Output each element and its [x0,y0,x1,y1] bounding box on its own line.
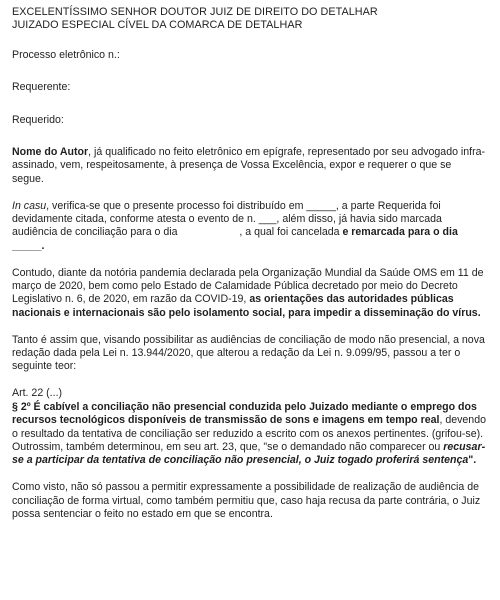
article-paragraph-bold: § 2º É cabível a conciliação não presencial conduzida pelo Juizado mediante o emprego dos recursos tecnológicos disponíveis de transmissão de sons e imagens em tempo real [12,400,477,427]
in-casu-paragraph [12,200,486,254]
pandemic-text: Contudo, diante da notória pandemia declarada pela Organização Mundial da Saúde OMS em 11 de março de 2020, bem como pelo Estado de Calamidade Pública decretado por meio do Decreto Legislativo n. 6, de 2020, em razão da COVID-19, [12,266,484,306]
article-23-end: ". [468,454,477,467]
intro-paragraph [12,146,486,186]
in-casu-date-gap: __________ [180,226,240,239]
in-casu-text-2: , a qual foi cancelada [239,226,343,239]
heading-line-1: EXCELENTÍSSIMO SENHOR DOUTOR JUIZ DE DIREITO DO DETALHAR [12,6,378,18]
article-quote [12,387,486,467]
article-23-quote [12,441,486,468]
field-requerente: Requerente: [12,81,71,94]
petition-heading [12,6,486,33]
field-requerido: Requerido: [12,113,64,126]
pandemic-bold: as orientações das autoridades públicas nacionais e internacionais são pelo isolamento social, para impedir a disseminação do vírus. [12,293,481,319]
law-paragraph: Tanto é assim que, visando possibilitar as audiências de conciliação de modo não presencial, a nova redação dada pela Lei n. 13.944/2020, que alterou a redação da Lei n. 9.099/95, passou a ter o seguinte teor: [12,333,485,373]
pandemic-paragraph [12,267,486,321]
article-paragraph-2 [12,401,486,441]
field-processo: Processo eletrônico n.: [12,48,120,61]
article-head: Art. 22 (...) [12,387,63,400]
article-23-text: Outrossim, também determinou, em seu art. 23, que, "se o demandado não comparecer ou [12,440,444,453]
in-casu-text-1: , verifica-se que o presente processo foi distribuído em _____, a parte Requerida foi devidamente citada, conforme atesta o evento de n. ___, além disso, já havia sido marcada audiência de conciliação para o dia [12,199,442,239]
conclusion-paragraph: Como visto, não só passou a permitir expressamente a possibilidade de realização de audiência de conciliação de forma virtual, como também permitiu que, caso haja recusa da parte contrária, o Juiz possa sentenciar o feito no estado em que se encontra. [12,481,481,520]
in-casu-lead: In casu [12,199,47,212]
author-name: Nome do Autor [12,146,89,159]
in-casu-bold-end: e remarcada para o dia _____. [12,226,458,252]
intro-text: , já qualificado no feito eletrônico em epígrafe, representado por seu advogado infra-assinado, vem, respeitosamente, à presença de Vossa Excelência, expor e requerer o que se segue. [12,146,486,185]
article-23-bold-italic: recusar-se a participar da tentativa de conciliação não presencial, o Juiz togado proferirá sentença [12,440,486,467]
article-paragraph-rest: , devendo o resultado da tentativa de conciliação ser reduzido a escrito com os anexos pertinentes. (grifou-se). [12,414,486,440]
heading-line-2: JUIZADO ESPECIAL CÍVEL DA COMARCA DE DETALHAR [12,19,303,32]
